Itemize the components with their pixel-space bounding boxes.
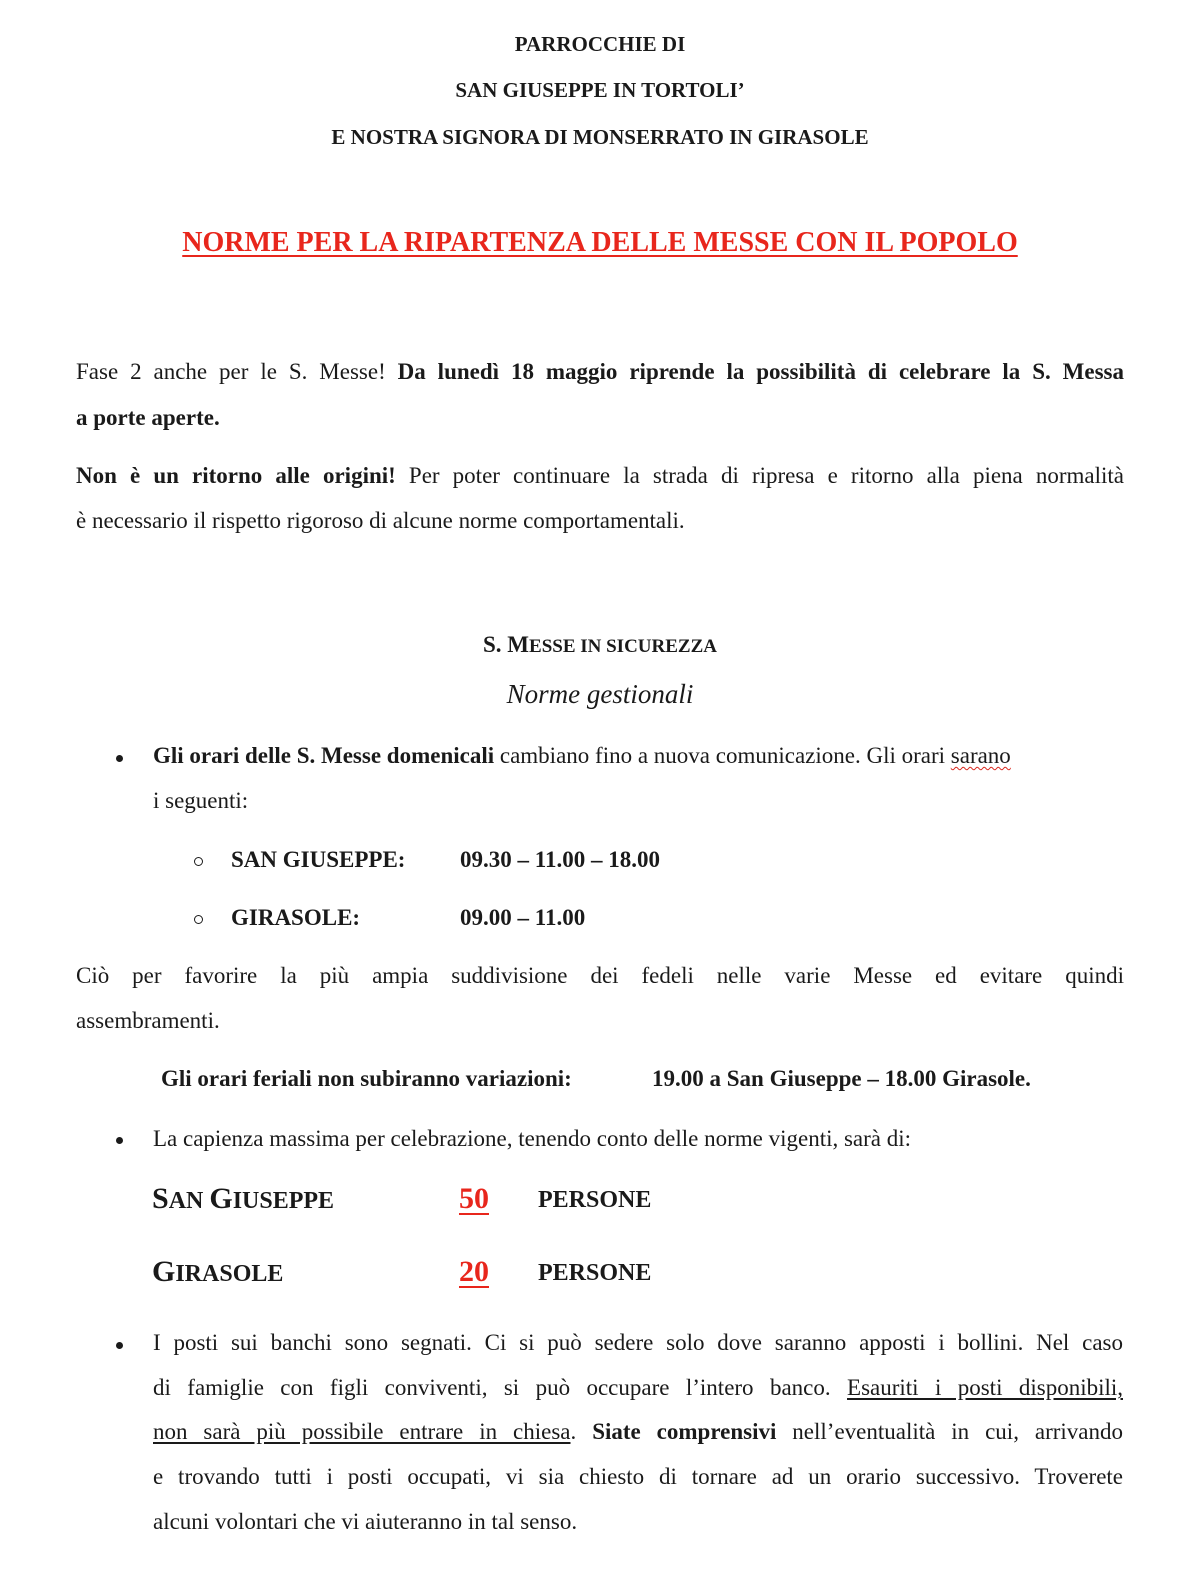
sub-bullet-circle [194,857,203,866]
schedule-name-2 [231,895,360,941]
period: . [570,1419,593,1444]
bullet-dot [116,755,123,762]
bullet-1-bold: Gli orari delle S. Messe domenicali [153,743,495,768]
header-line-2: SAN GIUSEPPE IN TORTOLI’ [455,78,745,102]
intro-text: Fase 2 anche per le S. Messe! [76,359,398,384]
schedule-name-1-text: SAN GIUSEPPE: [231,847,406,872]
bullet-1-line-2: i seguenti: [153,788,249,813]
bullet-3-text: di famiglie con figli conviventi, si può occupare l’intero banco. [153,1375,848,1400]
intro-paragraph-2 [76,453,1124,499]
page-title: NORME PER LA RIPARTENZA DELLE MESSE CON IL POPOLO [182,227,1018,258]
schedule-name-1 [231,837,405,883]
schedule-times-2-text: 09.00 – 11.00 [460,905,586,930]
bullet-3-line-5: alcuni volontari che vi aiuteranno in tal senso. [153,1509,578,1534]
capacity-name-1-rest: AN [168,1188,210,1214]
bullet-dot [116,1137,123,1144]
capacity-number-1: 50 [459,1182,489,1215]
intro-p2-bold: Non è un ritorno alle origini! [76,463,396,488]
bullet-2-text: La capienza massima per celebrazione, tenendo conto delle norme vigenti, sarà di: [153,1126,912,1151]
bullet-3-text-2: nell’eventualità in cui, arrivando [776,1419,1124,1444]
bullet-1-text: cambiano fino a nuova comunicazione. Gli orari [494,743,951,768]
intro-p2-text-end: è necessario il rispetto rigoroso di alcune norme comportamentali. [76,508,685,533]
header-line-3: E NOSTRA SIGNORA DI MONSERRATO IN GIRASOLE [331,125,869,149]
sub-bullet-circle [194,915,203,924]
weekday-label [161,1056,572,1102]
capacity-unit-2: PERSONE [538,1260,652,1286]
intro-paragraph-2-end [76,498,685,544]
schedule-name-2-text: GIRASOLE: [231,905,361,930]
bullet-3-bold: Siate comprensivi [592,1419,777,1444]
purpose-line-1: Ciò per favorire la più ampia suddivisione dei fedeli nelle varie Messe ed evitare quindi [76,963,1124,988]
schedule-times-1-text: 09.30 – 11.00 – 18.00 [460,847,660,872]
capacity-name-2 [152,1255,283,1289]
intro-paragraph-1-end [76,395,220,441]
intro-p2-text: Per poter continuare la strada di ripresa e ritorno alla piena normalità [395,463,1124,488]
bullet-3-underlined: Esauriti i posti disponibili, [847,1375,1123,1400]
section-title [0,632,1180,658]
weekday-value-text: 19.00 a San Giuseppe – 18.00 Girasole. [652,1066,1031,1091]
intro-bold-text-end: a porte aperte. [76,405,220,430]
capacity-name-1-cap: S [152,1182,169,1215]
capacity-name-2-rest: IRASOLE [175,1261,284,1287]
spelling-error-word: sarano [950,743,1011,768]
intro-bold-text: Da lunedì 18 maggio riprende la possibilità di celebrare la S. Messa [397,359,1124,384]
section-subtitle: Norme gestionali [506,679,694,709]
capacity-unit-1: PERSONE [538,1187,652,1213]
weekday-label-text: Gli orari feriali non subiranno variazioni: [161,1066,572,1091]
schedule-times-1 [460,837,660,883]
bullet-dot [116,1342,123,1349]
capacity-name-2-cap: G [152,1255,176,1288]
capacity-name-1-cap2: G [209,1182,233,1215]
capacity-name-1-rest2: IUSEPPE [232,1188,335,1214]
schedule-times-2 [460,895,585,941]
bullet-3-line-1: I posti sui banchi sono segnati. Ci si può sedere solo dove saranno apposti i bollini. Nel caso [153,1330,1123,1355]
bullet-1-line-1 [153,733,1128,779]
bullet-3-line-4: e trovando tutti i posti occupati, vi sia chiesto di tornare ad un orario successivo. Troverete [153,1464,1123,1489]
weekday-value [652,1056,1031,1102]
section-title-cap: S. M [483,632,530,657]
bullet-3-line-2 [153,1365,1123,1411]
intro-paragraph-1 [76,349,1124,395]
capacity-name-1 [152,1182,334,1216]
bullet-3-line-3 [153,1409,1123,1455]
bullet-3-underlined-2: non sarà più possibile entrare in chiesa [153,1419,571,1444]
header-line-1: PARROCCHIE DI [514,32,686,56]
capacity-number-2: 20 [459,1255,489,1288]
section-title-rest: ESSE IN SICUREZZA [529,636,717,657]
purpose-line-2: assembramenti. [76,1008,220,1033]
